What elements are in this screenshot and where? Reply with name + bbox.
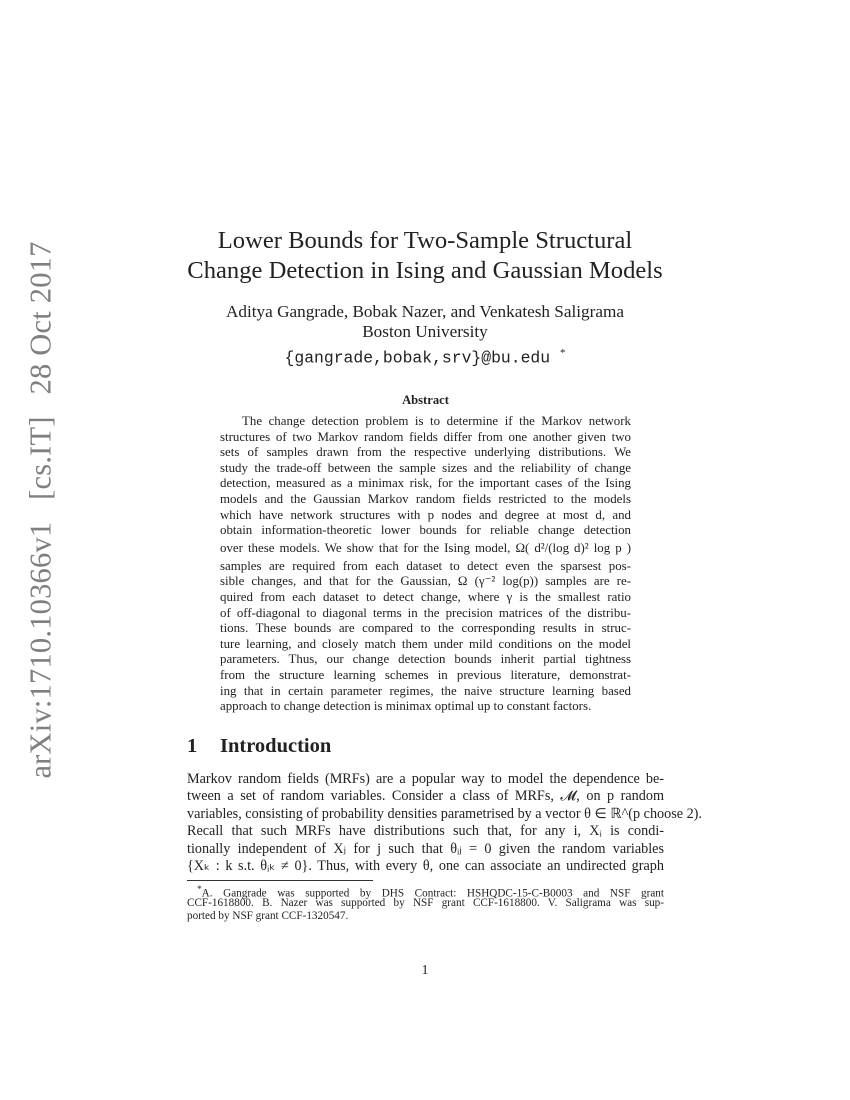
abstract-line: ing that in certain parameter regimes, the naive structure learning based: [220, 683, 631, 698]
abstract-line: obtain information-theoretic lower bounds for reliable change detection: [220, 523, 631, 538]
author-affiliation: Boston University: [362, 322, 488, 341]
footnote-line: ported by NSF grant CCF-1320547.: [187, 910, 349, 923]
abstract-line: detection, measured as a minimax risk, for the important cases of the Ising: [220, 476, 631, 491]
paper-title: [150, 226, 700, 286]
arxiv-id: arXiv:1710.10366v1: [23, 521, 58, 779]
page-number: 1: [421, 962, 429, 977]
abstract-line: sible changes, and that for the Gaussian, Ω (γ⁻² log(p)) samples are re-: [220, 574, 631, 589]
abstract-line: from the structure learning schemes in previous literature, demonstrat-: [220, 667, 631, 682]
introduction-body: [187, 771, 702, 875]
abstract-line: sets of samples drawn from the respective underlying distributions. We: [220, 445, 631, 460]
title-line-1: Lower Bounds for Two-Sample Structural: [217, 227, 633, 254]
abstract-body: [220, 414, 631, 715]
body-line: tween a set of random variables. Consider a class of MRFs, 𝓜, on p random: [187, 788, 664, 805]
author-names: Aditya Gangrade, Bobak Nazer, and Venkatesh Saligrama: [226, 302, 624, 321]
section-title: Introduction: [220, 735, 332, 757]
footnote-mark: *: [197, 885, 202, 895]
abstract-line: structures of two Markov random fields differ from one another given two: [220, 429, 631, 444]
author-email: [150, 343, 700, 368]
email-text: {gangrade,bobak,srv}@bu.edu: [284, 348, 551, 368]
abstract-line: approach to change detection is minimax optimal up to constant factors.: [220, 699, 592, 714]
body-line: tionally independent of Xⱼ for j such that θᵢⱼ = 0 given the random variables: [187, 840, 664, 857]
footnote-mark: *: [559, 347, 566, 359]
abstract-line: of off-diagonal to diagonal terms in the precision matrices of the distribu-: [220, 605, 631, 620]
abstract-line: quired from each dataset to detect change, where γ is the smallest ratio: [220, 589, 631, 604]
footnote-line: [187, 884, 664, 900]
abstract-line: samples are required from each dataset to detect even the sparsest pos-: [220, 558, 631, 573]
body-line: Recall that such MRFs have distributions such that, for any i, Xᵢ is condi-: [187, 823, 664, 840]
abstract-line-formula: over these models. We show that for the Ising model, Ω( d²/(log d)² log p ): [220, 540, 631, 555]
abstract-line: which have network structures with p nodes and degree at most d, and: [220, 507, 631, 522]
body-line: Markov random fields (MRFs) are a popular way to model the dependence be-: [187, 771, 664, 787]
footnote: [187, 884, 664, 924]
title-line-2: Change Detection in Ising and Gaussian Models: [187, 257, 663, 284]
section-heading-introduction: [187, 735, 331, 758]
section-number: 1: [187, 735, 198, 757]
abstract-line: ture learning, and closely match them under mild conditions on the model: [220, 636, 631, 651]
abstract-line: tions. These bounds are compared to the corresponding results in struc-: [220, 621, 631, 636]
author-block: [150, 302, 700, 368]
abstract-line: study the trade-off between the sample sizes and the reliability of change: [220, 460, 631, 475]
arxiv-date: 28 Oct 2017: [23, 241, 58, 395]
abstract-heading: Abstract: [402, 393, 449, 407]
abstract-line: The change detection problem is to determine if the Markov network: [242, 414, 631, 428]
footnote-line: CCF-1618800. B. Nazer was supported by NSF grant CCF-1618800. V. Saligrama was sup-: [187, 897, 664, 910]
body-line: variables, consisting of probability densities parametrised by a vector θ ∈ ℝ^(p choose 2).: [187, 805, 702, 822]
abstract-line: parameters. Thus, our change detection bounds inherit partial tightness: [220, 652, 631, 667]
footnote-divider: [187, 880, 373, 881]
arxiv-category: [cs.IT]: [23, 416, 58, 500]
arxiv-stamp: [24, 241, 59, 778]
abstract-line: models and the Gaussian Markov random fields restricted to the models: [220, 491, 631, 506]
footnote-line-text: A. Gangrade was supported by DHS Contract: HSHQDC-15-C-B0003 and NSF grant: [201, 887, 664, 900]
body-line: {Xₖ : k s.t. θᵢₖ ≠ 0}. Thus, with every θ, one can associate an undirected graph: [187, 857, 664, 874]
